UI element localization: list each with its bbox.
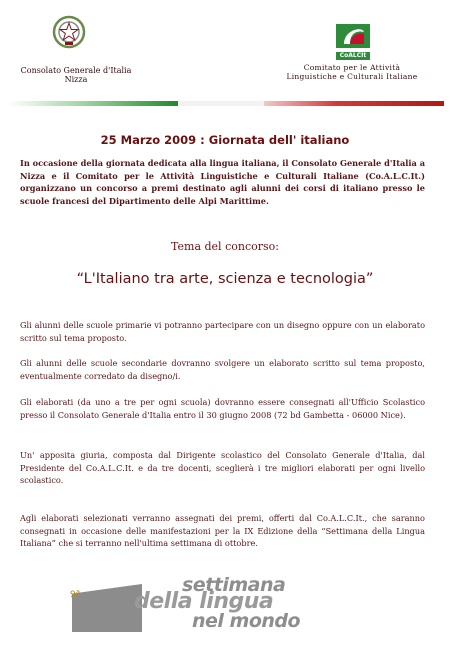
page-title: 25 Marzo 2009 : Giornata dell' italiano <box>100 133 350 147</box>
flag-stripe-red <box>264 101 444 106</box>
intro-paragraph: In occasione della giornata dedicata alla lingua italiana, il Consolato Generale d'Italia a Nizza e il Comitato per le Attività Linguistiche e Culturali Italiane (Co.A.L.C.It.) organizzano un concorso a premi destinato agli alunni dei corsi di italiano presso le scuole francesi del Dipartimento delle Alpi Marittime. <box>20 158 425 206</box>
paragraph-primary-schools: Gli alunni delle scuole primarie vi potranno partecipare con un disegno oppure con un elaborato scritto sul tema proposto. <box>20 320 425 343</box>
coalcit-logo-icon <box>336 24 370 48</box>
consulate-title: Consolato Generale d'Italia <box>20 66 132 75</box>
coalcit-name <box>262 63 442 81</box>
coalcit-logo <box>336 24 370 59</box>
consulate-city: Nizza <box>64 75 88 84</box>
paragraph-submission: Gli elaborati (da uno a tre per ogni scuola) dovranno essere consegnati all'Ufficio Scolastico presso il Consolato Generale d'Italia entro il 30 giugno 2008 (72 bd Gambetta - 06000 Nice). <box>20 397 425 420</box>
coalcit-logo-text: CoALCIt <box>336 52 370 60</box>
contest-theme: “L'Italiano tra arte, scienza e tecnologia” <box>76 271 374 287</box>
coalcit-name-line1: Comitato per le Attività <box>303 63 401 72</box>
coalcit-name-line2: Linguistiche e Culturali Italiane <box>286 72 418 81</box>
paragraph-prizes: Agli elaborati selezionati verranno assegnati dei premi, offerti dal Co.A.L.C.It., che saranno consegnati in occasione delle manifestazioni per la IX Edizione della “Settimana della Lingua Italiana” che si terranno nell'ultima settimana di ottobre. <box>20 513 425 549</box>
banner-line-2: della lingua <box>134 589 274 614</box>
paragraph-secondary-schools: Gli alunni delle scuole secondarie dovranno svolgere un elaborato scritto sul tema proposto, eventualmente corredato da disegno/i. <box>20 358 425 381</box>
banner-line-1: settimana <box>182 574 286 596</box>
banner-edition-number: 9ª <box>70 590 80 600</box>
theme-label: Tema del concorso: <box>171 240 279 253</box>
flag-stripe-white <box>178 101 264 106</box>
banner-photo <box>72 584 142 632</box>
banner-line-3: nel mondo <box>192 610 301 632</box>
settimana-lingua-banner <box>72 576 392 632</box>
flag-stripe-green <box>8 101 178 106</box>
paragraph-jury: Un' apposita giuria, composta dal Dirigente scolastico del Consolato Generale d'Italia, dal Presidente del Co.A.L.C.It. e da tre docenti, sceglierà i tre migliori elaborati per ogni livello scolastico. <box>20 450 425 486</box>
consulate-name <box>6 66 146 84</box>
italian-republic-emblem-icon <box>52 15 86 49</box>
